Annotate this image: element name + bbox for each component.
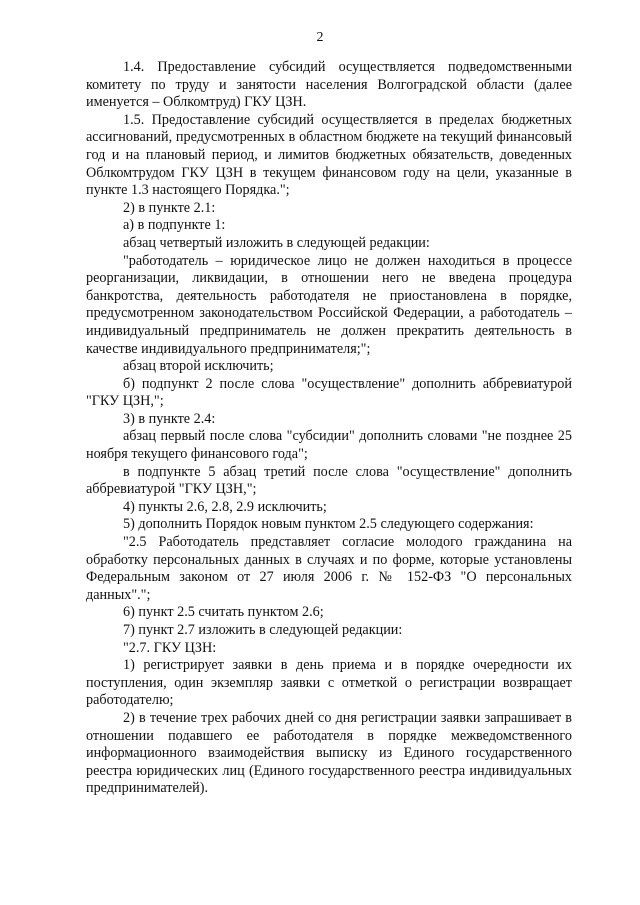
paragraph: 1) регистрирует заявки в день приема и в порядке очередности их поступления, один экземпляр заявки с отметкой о регистрации возвращает работодателю; — [86, 657, 572, 709]
paragraph: 2) в пункте 2.1: — [123, 199, 216, 216]
paragraph: б) подпункт 2 после слова "осуществление" дополнить аббревиатурой "ГКУ ЦЗН,"; — [86, 375, 572, 410]
paragraph: "2.7. ГКУ ЦЗН: — [123, 639, 217, 656]
paragraph: а) в подпункте 1: — [123, 217, 226, 234]
paragraph: 6) пункт 2.5 считать пунктом 2.6; — [123, 604, 324, 621]
paragraph: "2.5 Работодатель представляет согласие молодого гражданина на обработку персональных данных в случаях и по форме, которые установлены Федеральным законом от 27 июля 2006 г. № 152-ФЗ "О персональных данных"."; — [86, 534, 572, 603]
paragraph: абзац первый после слова "субсидии" дополнить словами "не позднее 25 ноября текущего финансового года"; — [86, 428, 572, 463]
paragraph: "работодатель – юридическое лицо не должен находиться в процессе реорганизации, ликвидации, в отношении него не введена процедура банкротства, деятельность работодателя не приостановлена в порядке, предусмотренном законодательством Российской Федерации, а работодатель – индивидуальный предприниматель не должен прекратить деятельность в качестве индивидуального предпринимателя;"; — [86, 252, 572, 357]
paragraph: 5) дополнить Порядок новым пунктом 2.5 следующего содержания: — [123, 516, 534, 533]
paragraph: 4) пункты 2.6, 2.8, 2.9 исключить; — [123, 498, 327, 515]
paragraph: 1.5. Предоставление субсидий осуществляется в пределах бюджетных ассигнований, предусмотренных в областном бюджете на текущий финансовый год и на плановый период, и лимитов бюджетных обязательств, доведенных Облкомтрудом ГКУ ЦЗН в текущем финансовом году на цели, указанные в пункте 1.3 настоящего Порядка."; — [86, 111, 572, 199]
paragraph: 2) в течение трех рабочих дней со дня регистрации заявки запрашивает в отношении подавшего ее работодателя в порядке межведомственного информационного взаимодействия выписку из Единого государственного реестра юридических лиц (Единого государственного реестра индивидуальных предпринимателей). — [86, 709, 572, 797]
paragraph: 7) пункт 2.7 изложить в следующей редакции: — [123, 622, 403, 638]
paragraph: абзац второй исключить; — [123, 358, 274, 375]
paragraph: абзац четвертый изложить в следующей редакции: — [123, 234, 430, 251]
page-number: 2 — [316, 30, 324, 45]
document-body — [86, 59, 572, 798]
paragraph: в подпункте 5 абзац третий после слова "осуществление" дополнить аббревиатурой "ГКУ ЦЗН,"; — [86, 463, 572, 498]
paragraph: 1.4. Предоставление субсидий осуществляется подведомственными комитету по труду и занятости населения Волгоградской области (далее именуется – Облкомтруд) ГКУ ЦЗН. — [86, 59, 572, 111]
paragraph: 3) в пункте 2.4: — [123, 410, 216, 427]
